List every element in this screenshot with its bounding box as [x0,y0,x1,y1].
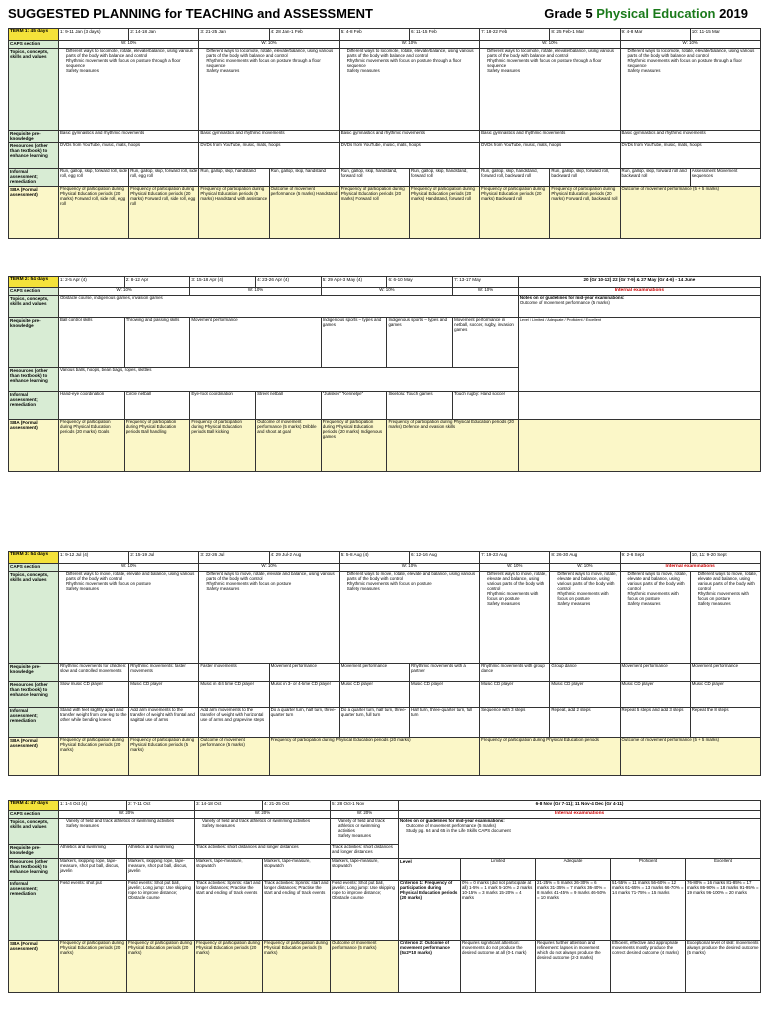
informal-cell: Field events: Shot put ball, javelin; Long jump: Use skipping rope to improve distance; Obstacle course [331,881,399,941]
weight: W: 10% [480,564,550,572]
week-header: 2: 8-12 Apr [124,277,190,288]
prereq-cell: Movement performance [190,318,321,368]
topics-cell: • Different ways to move, rotate, elevate and balance, using various parts of the body with control • Rhythmic movements with focus on posture • Safety measures [480,572,550,664]
informal-cell: Half turn, three-quarter turn, full turn [409,708,479,738]
informal-cell: Touch rugby: Hand soccer [453,392,519,420]
weight: W: 10% [453,288,519,296]
rubric-criterion: Criterion 2: Outcome of movement performance (5x2=10 marks) [399,941,461,993]
rubric-header: Adequate [536,859,611,881]
topics-cell: • Variety of field and track athletics or swimming activities • Safety measures [331,819,399,845]
sba-cell: Outcome of movement performance (5 marks) Dribble and shoot at goal [256,420,322,472]
topics-cell: • Different ways to locomote, rotate, elevate/balance, using various parts of the body with balance and control • Rhythmic movements with focus on posture through a floor sequence • Safety measures [620,49,760,131]
rubric-cell: Exceptional level of skill: movements always produce the desired outcome (5 marks) [686,941,761,993]
weight: W: 10% [480,41,620,49]
row-label: Requisite pre-knowledge [9,845,59,859]
resources-cell: DVDs from YouTube, music, mats, hoops [620,143,760,169]
sba-cell: Frequency of participation during Physical Education periods (20 marks) Goals [59,420,125,472]
informal-cell: Repeat 5 steps and add 3 steps [620,708,690,738]
sba-cell: Frequency of participation during Physical Education periods (5 marks) [263,941,331,993]
topics-cell: • Variety of field and track athletics or swimming activities • Safety measures [195,819,331,845]
week-header: 2: 7-11 Oct [127,801,195,811]
resources-cell: Markers, tape-measure, stopwatch [331,859,399,881]
prereq-cell: Rhythmic movements for children: slow and controlled movements [59,664,129,682]
exam-label: Internal examinations [620,564,760,572]
informal-cell: Run, gallop, skip, handstand, forward roll, backward roll [480,169,550,187]
term-3-table [8,551,761,776]
resources-cell: Music CD player [129,682,199,708]
prereq-cell: Ball control skills [59,318,125,368]
informal-cell: Add arm movements to the transfer of weight with frontal and sagittal use of arms [129,708,199,738]
informal-cell: Hand-eye coordination [59,392,125,420]
topics-cell: • Different ways to move, rotate, elevate and balance, using various parts of the body with control • Rhythmic movements with focus on posture • Safety measures [339,572,479,664]
prereq-cell: Basic gymnastics and rhythmic movements [59,131,199,143]
rubric-header: Limited [461,859,536,881]
exam-label: Internal examinations [399,811,761,819]
weight: W: 10% [199,564,339,572]
informal-cell: Add arm movements to the transfer of weight with horizontal use of arms and grapevine steps [199,708,269,738]
prereq-cell: Throwing and passing skills [124,318,190,368]
week-header: 5: 29 Apr-3 May (4) [321,277,387,288]
resources-cell: Markers, skipping rope, tape-measure, shot put ball, discus, javelin [59,859,127,881]
sba-cell: Outcome of movement performance (5 marks) [331,941,399,993]
prereq-cell: Movement performance [620,664,690,682]
row-label: Topics, concepts, skills and values [9,819,59,845]
topics-cell: • Different ways to locomote, rotate, elevate/balance, using various parts of the body with balance and control • Rhythmic movements with focus on posture through a floor sequence • Safety measures [199,49,339,131]
informal-cell: Track activities: Sprints: start and longer distances; Practise the start and ending of track events [195,881,263,941]
prereq-cell: Rhythmic movements with group dance [480,664,550,682]
rubric-cell: 21-25% = 5 marks 26-30% = 6 marks 31-35% = 7 marks 36-40% = 8 marks 41-45% = 9 marks 46-50% = 10 marks [536,881,611,941]
week-header: 6: 6-10 May [387,277,453,288]
rubric-header: Proficient [611,859,686,881]
weight: W: 10% [59,564,199,572]
row-label: Informal assessment; remediation [9,881,59,941]
rubric-mini: Level / Limited / Adequate / Proficient / Excellent [518,318,760,392]
topics-cell: • Different ways to move, rotate, elevate and balance, using various parts of the body with control • Rhythmic movements with focus on posture • Safety measures [199,572,339,664]
sba-cell: Frequency of participation during Physical Education periods (20 marks) Forward roll, side roll, egg roll [129,187,199,239]
prereq-cell: Movement performance in netball, soccer, rugby, invasion games [453,318,519,368]
weight: W: 20% [195,811,331,819]
prereq-cell: Movement performance [690,664,760,682]
weight: W: 20% [59,811,195,819]
row-label: Requisite pre-knowledge [9,318,59,368]
rubric-cell: 76-80% = 16 marks 81-85% = 17 marks 86-90% = 18 marks 91-95% = 19 marks 96-100% = 20 marks [686,881,761,941]
row-label: Informal assessment; remediation [9,169,59,187]
week-header: 4: 29 Jul-2 Aug [269,552,339,564]
rubric-cell: Requires further attention and refinement: lapses in movement which do not always produce the desired outcome (2-3 marks) [536,941,611,993]
informal-cell: Field events: shot put [59,881,127,941]
grade-heading: Grade 5 Physical Education 2019 [544,6,748,21]
sba-cell: Outcome of movement performance (5 marks) [199,738,269,776]
row-label: CAPS section [9,564,59,572]
week-header: 8: 25 Feb-1 Mar [550,29,620,41]
informal-cell: Track activities: Sprints: start and longer distances; Practise the start and ending of track events [263,881,331,941]
sba-cell: Frequency of participation during Physical Education periods (5 marks) [129,738,199,776]
resources-cell: DVDs from YouTube, music, mats, hoops [59,143,199,169]
weight: W: 10% [199,41,339,49]
week-header: 5: 5-8 Aug (4) [339,552,409,564]
informal-cell: Field events: Shot put ball, javelin; Long jump: Use skipping rope to improve distance; Obstacle course [127,881,195,941]
rubric-cell: 51-55% = 11 marks 56-60% = 12 marks 61-65% = 13 marks 66-70% = 14 marks 71-75% = 15 marks [611,881,686,941]
row-label: Requisite pre-knowledge [9,664,59,682]
informal-cell: Run, gallop, skip, forward roll, side roll, egg roll [59,169,129,187]
rubric-header: Level [399,859,461,881]
weight: W: 10% [339,564,479,572]
row-label: Informal assessment; remediation [9,708,59,738]
week-header: 4: 28 Jan-1 Feb [269,29,339,41]
week-header: 7: 18-22 Feb [480,29,550,41]
informal-cell: Stand with feet slightly apart and transfer weight from one leg to the other while bending knees [59,708,129,738]
informal-cell: Run, gallop, skip, forward roll and backward roll [620,169,690,187]
week-header: 1: 1-4 Oct (4) [59,801,127,811]
empty-cell [518,420,760,472]
informal-cell: Run, gallop, skip, handstand, forward roll [409,169,479,187]
row-label: SBA (Formal assessment) [9,738,59,776]
topics-cell: • Variety of field and track athletics or swimming activities • Safety measures [59,819,195,845]
term-label: TERM 2: 54 days [9,277,59,288]
week-header: 7: 13-17 May [453,277,519,288]
week-header: 6: 12-16 Aug [409,552,479,564]
sba-cell: Frequency of participation during Physical Education periods (20 marks) Forward roll, side roll, egg roll [59,187,129,239]
weight: W: 10% [59,41,199,49]
rubric-criterion: Criterion 1: Frequency of participation during Physical Education periods (20 marks) [399,881,461,941]
sba-cell: Frequency of participation during Physical Education periods (20 marks) Indigenous games [321,420,387,472]
sba-cell: Frequency of participation during Physical Education periods (20 marks) [195,941,263,993]
weight: W: 10% [339,41,479,49]
term-2-table [8,276,761,472]
topics-cell: • Different ways to locomote, rotate, elevate/balance, using various parts of the body with balance and control • Rhythmic movements with focus on posture through a floor sequence • Safety measures [339,49,479,131]
resources-cell: DVDs from YouTube, music, mats, hoops [339,143,479,169]
informal-cell: Street netball [256,392,322,420]
week-header: 6: 11-15 Feb [409,29,479,41]
week-header: 3: 14-18 Oct [195,801,263,811]
row-label: Resources (other than textbook) to enhance learning [9,682,59,708]
rubric-header: Excellent [686,859,761,881]
row-label: Topics, concepts, skills and values [9,572,59,664]
week-header: 9: 2-6 Sept [620,552,690,564]
term-4-table [8,800,761,993]
term-label: TERM 1: 45 days [9,29,59,41]
informal-cell: Sequence with 3 steps [480,708,550,738]
informal-cell: Assessment Movement sequences [690,169,760,187]
sba-cell: Outcome of movement performance (5 + 5 marks) [620,187,760,239]
resources-cell: Music CD player [690,682,760,708]
sba-cell: Frequency of participation during Physical Education periods (20 marks) Handstand, forward roll [409,187,479,239]
week-header: 7: 19-23 Aug [480,552,550,564]
week-header: 1: 9-11 Jan (3 days) [59,29,129,41]
weight: W: 10% [550,564,620,572]
informal-cell: Eye-foot coordination [190,392,256,420]
topics-cell: • Different ways to locomote, rotate, elevate/balance, using various parts of the body with balance and control • Rhythmic movements with focus on posture through a floor sequence • Safety measures [480,49,620,131]
informal-cell: Run, gallop, skip, handstand [199,169,269,187]
row-label: Resources (other than textbook) to enhance learning [9,143,59,169]
prereq-cell: Track activities: short distances and longer distances [331,845,399,859]
informal-cell: Run, gallop, skip, forward roll, backward roll [550,169,620,187]
term-1-table [8,28,761,239]
topics-cell: Obstacle course, indigenous games, invasion games [59,296,519,318]
resources-cell: Music CD player [339,682,409,708]
weight: W: 10% [59,288,190,296]
week-header: 8: 26-30 Aug [550,552,620,564]
prereq-cell: Athletics and swimming [59,845,127,859]
term-label: TERM 4: 47 days [9,801,59,811]
resources-cell: Music CD player [620,682,690,708]
row-label: Requisite pre-knowledge [9,131,59,143]
topics-cell: • Different ways to move, rotate, elevate and balance, using various parts of the body with control • Rhythmic movements with focus on posture • Safety measures [620,572,690,664]
sba-cell: Frequency of participation during Physical Education periods (20 marks) [59,941,127,993]
informal-cell: Repeat the 8 steps [690,708,760,738]
informal-cell: Skietolu: Touch games [387,392,453,420]
sba-cell: Frequency of participation during Physical Education periods Ball kicking [190,420,256,472]
resources-cell: Markers, tape-measure, stopwatch [195,859,263,881]
prereq-cell: Basic gymnastics and rhythmic movements [620,131,760,143]
row-label: Resources (other than textbook) to enhance learning [9,859,59,881]
prereq-cell: Indigenous sports – types and games [387,318,453,368]
prereq-cell: Athletics and swimming [127,845,195,859]
week-header: 3: 21-25 Jan [199,29,269,41]
row-label: Topics, concepts, skills and values [9,296,59,318]
prereq-cell: Basic gymnastics and rhythmic movements [199,131,339,143]
sba-cell: Outcome of movement performance (5 marks) Handstand [269,187,339,239]
informal-cell: Do a quarter turn, half turn, three-quarter turn, full turn [339,708,409,738]
sba-cell: Frequency of participation during Physical Education periods (20 marks) [127,941,195,993]
prereq-cell: Movement performance [339,664,409,682]
row-label: Informal assessment; remediation [9,392,59,420]
informal-cell: "Jukskei" "Kennetjie" [321,392,387,420]
informal-cell: Do a quarter turn, half turn, three-quarter turn [269,708,339,738]
prereq-cell: Basic gymnastics and rhythmic movements [339,131,479,143]
week-header: 4: 23-26 Apr (4) [256,277,322,288]
rubric-cell: Requires significant attention: movements do not produce the desired outcome at all (0-1 mark) [461,941,536,993]
prereq-cell: Track activities: short distances and longer distances [195,845,331,859]
week-header: 9: 4-8 Mar [620,29,690,41]
resources-cell: Various balls, hoops, bean bags, ropes, skittles [59,368,519,392]
prereq-cell: Rhythmic movements with a partner [409,664,479,682]
weight: W: 10% [190,288,321,296]
week-header: 5: 28 Oct-1 Nov [331,801,399,811]
informal-cell: Run, gallop, skip, forward roll, side roll, egg roll [129,169,199,187]
week-header: 4: 21-25 Oct [263,801,331,811]
week-header: 20 (Gr 10-12) 22 (Gr 7-9) & 27 May (Gr 4-6) - 14 June [518,277,760,288]
weight: W: 10% [321,288,452,296]
notes-cell: Notes on or guidelines for mid-year examinations: • Outcome of movement performance (5 marks) • Study pg. 64 and 65 in the Life Skills CAPS document [399,819,761,859]
informal-cell: Run, gallop, skip, handstand, forward roll [339,169,409,187]
topics-cell: • Different ways to move, rotate, elevate and balance, using various parts of the body with control • Rhythmic movements with focus on posture • Safety measures [59,572,199,664]
resources-cell: Music CD player [480,682,550,708]
resources-cell: DVDs from YouTube, music, mats, hoops [199,143,339,169]
weight: W: 10% [620,41,760,49]
sba-cell: Frequency of participation during Physical Education periods Ball handling [124,420,190,472]
sba-cell: Frequency of participation during Physical Education periods (20 marks) Forward roll [339,187,409,239]
week-header: 1: 2-5 Apr (4) [59,277,125,288]
resources-cell: Music in 4/4 time CD player [199,682,269,708]
prereq-cell: Faster movements [199,664,269,682]
empty-cell [518,392,760,420]
prereq-cell: Movement performance [269,664,339,682]
row-label: SBA (Formal assessment) [9,941,59,993]
resources-cell: Markers, skipping rope, tape-measure, shot put ball, discus, javelin [127,859,195,881]
resources-cell: Slow music CD player [59,682,129,708]
week-header: 2: 14-18 Jan [129,29,199,41]
sba-cell: Frequency of participation during Physical Education periods [480,738,620,776]
prereq-cell: Rhythmic movements: faster movements [129,664,199,682]
row-label: SBA (Formal assessment) [9,420,59,472]
resources-cell: Markers, tape-measure, stopwatch [263,859,331,881]
row-label: CAPS section [9,41,59,49]
prereq-cell: Basic gymnastics and rhythmic movements [480,131,620,143]
prereq-cell: Indigenous sports – types and games [321,318,387,368]
week-header: 1: 9-12 Jul (4) [59,552,129,564]
informal-cell: Repeat, add 2 steps [550,708,620,738]
sba-cell: Frequency of participation during Physical Education periods (20 marks) Defence and evasion skills [387,420,518,472]
row-label: Resources (other than textbook) to enhance learning [9,368,59,392]
informal-cell: Circle netball [124,392,190,420]
resources-cell: Music in 3- or 4-time CD player [269,682,339,708]
sba-cell: Frequency of participation during Physical Education periods (20 marks) [59,738,129,776]
topics-cell: • Different ways to move, rotate, elevate and balance, using various parts of the body with control • Rhythmic movements with focus on posture • Safety measures [690,572,760,664]
rubric-cell: Efficient, effective and appropriate movements mostly produce the correct desired outcome (4 marks) [611,941,686,993]
sba-cell: Frequency of participation during Physical Education periods (20 marks) [269,738,480,776]
row-label: Topics, concepts, skills and values [9,49,59,131]
resources-cell: DVDs from YouTube, music, mats, hoops [480,143,620,169]
row-label: CAPS section [9,811,59,819]
topics-cell: • Different ways to move, rotate, elevate and balance, using various parts of the body with control • Rhythmic movements with focus on posture • Safety measures [550,572,620,664]
prereq-cell: Group dance [550,664,620,682]
resources-cell: Music CD player [409,682,479,708]
notes-cell: Notes on or guidelines for mid-year examinations: Outcome of movement performance (5 marks) [518,296,760,318]
informal-cell: Run, gallop, skip, handstand [269,169,339,187]
week-header: 5: 4-8 Feb [339,29,409,41]
topics-cell: • Different ways to locomote, rotate, elevate/balance, using various parts of the body with balance and control • Rhythmic movements with focus on posture through a floor sequence • Safety measures [59,49,199,131]
week-header: 10: 11-15 Mar [690,29,760,41]
week-header: 6-8 Nov (Gr 7-11); 11 Nov-4 Dec (Gr 4-11) [399,801,761,811]
row-label: CAPS section [9,288,59,296]
sba-cell: Outcome of movement performance (5 + 5 marks) [620,738,760,776]
rubric-cell: 0% = 0 marks (did not participate at all) 1-5% = 1 mark 5-10% = 2 marks 10-15% = 3 marks 15-20% = 4 marks [461,881,536,941]
sba-cell: Frequency of participation during Physical Education periods (20 marks) Backward roll [480,187,550,239]
week-header: 10, 11: 9-20 Sept [690,552,760,564]
week-header: 2: 15-19 Jul [129,552,199,564]
sba-cell: Frequency of participation during Physical Education periods (20 marks) Forward roll, backward roll [550,187,620,239]
sba-cell: Frequency of participation during Physical Education periods (5 marks) Handstand with assistance [199,187,269,239]
term-label: TERM 3: 54 days [9,552,59,564]
week-header: 3: 22-26 Jul [199,552,269,564]
resources-cell: Music CD player [550,682,620,708]
row-label: SBA (Formal assessment) [9,187,59,239]
exam-label: Internal examinations [518,288,760,296]
week-header: 3: 15-18 Apr (4) [190,277,256,288]
weight: W: 20% [331,811,399,819]
page-title: SUGGESTED PLANNING for TEACHING and ASSESSMENT [8,6,373,21]
